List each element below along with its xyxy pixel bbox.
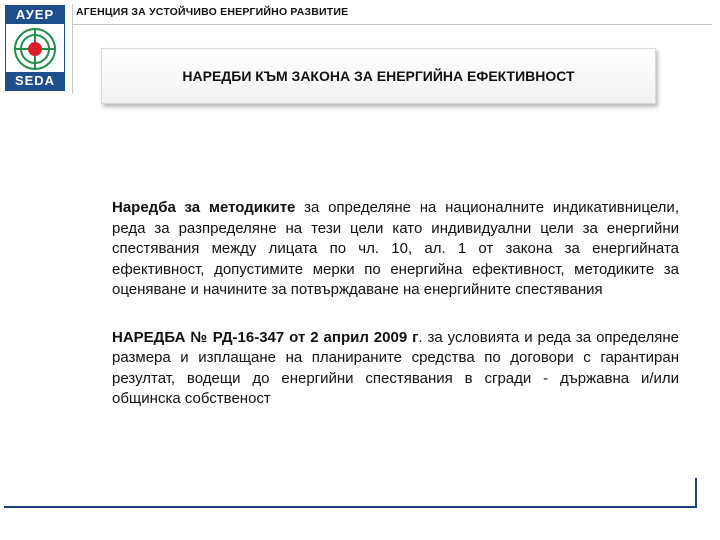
regulation-paragraph-1 [112, 198, 679, 301]
footer-line [4, 506, 697, 508]
regulation-2-description: . за условията и реда за определяне размера и изплащане на планираните средства по договори с гарантиран резултат, водещи до енергийни спестявания в сгради - държавна и/или общинска собственост [112, 328, 680, 407]
regulation-paragraph-2 [112, 328, 679, 410]
logo-emblem-icon [13, 27, 57, 71]
logo-top-text: АУЕР [6, 6, 64, 24]
slide-title: НАРЕДБИ КЪМ ЗАКОНА ЗА ЕНЕРГИЙНА ЕФЕКТИВНОСТ [182, 68, 575, 84]
logo-bottom-text: SEDA [6, 72, 64, 90]
content-area [112, 198, 679, 437]
regulation-1-title: Наредба за методиките [112, 199, 296, 216]
regulation-1-description: за определяне на националните индикативницели, реда за разпределяне на тези цели като индивидуални цели за енергийни спестявания между лицата по чл. 10, ал. 1 от закона за енергийната ефективност, допустимите мерки по енергийна ефективност, методиките за оценяване и начините за потвърждаване на енергийните спестявания [112, 199, 679, 298]
agency-name: АГЕНЦИЯ ЗА УСТОЙЧИВО ЕНЕРГИЙНО РАЗВИТИЕ [76, 6, 349, 18]
seda-logo [5, 5, 65, 91]
footer-corner-line [695, 478, 697, 508]
regulation-2-title: НАРЕДБА № РД-16-347 от 2 април 2009 г [112, 328, 419, 346]
header-divider-vertical [72, 4, 73, 94]
header-divider-horizontal [72, 24, 712, 25]
slide-title-box [101, 48, 656, 104]
